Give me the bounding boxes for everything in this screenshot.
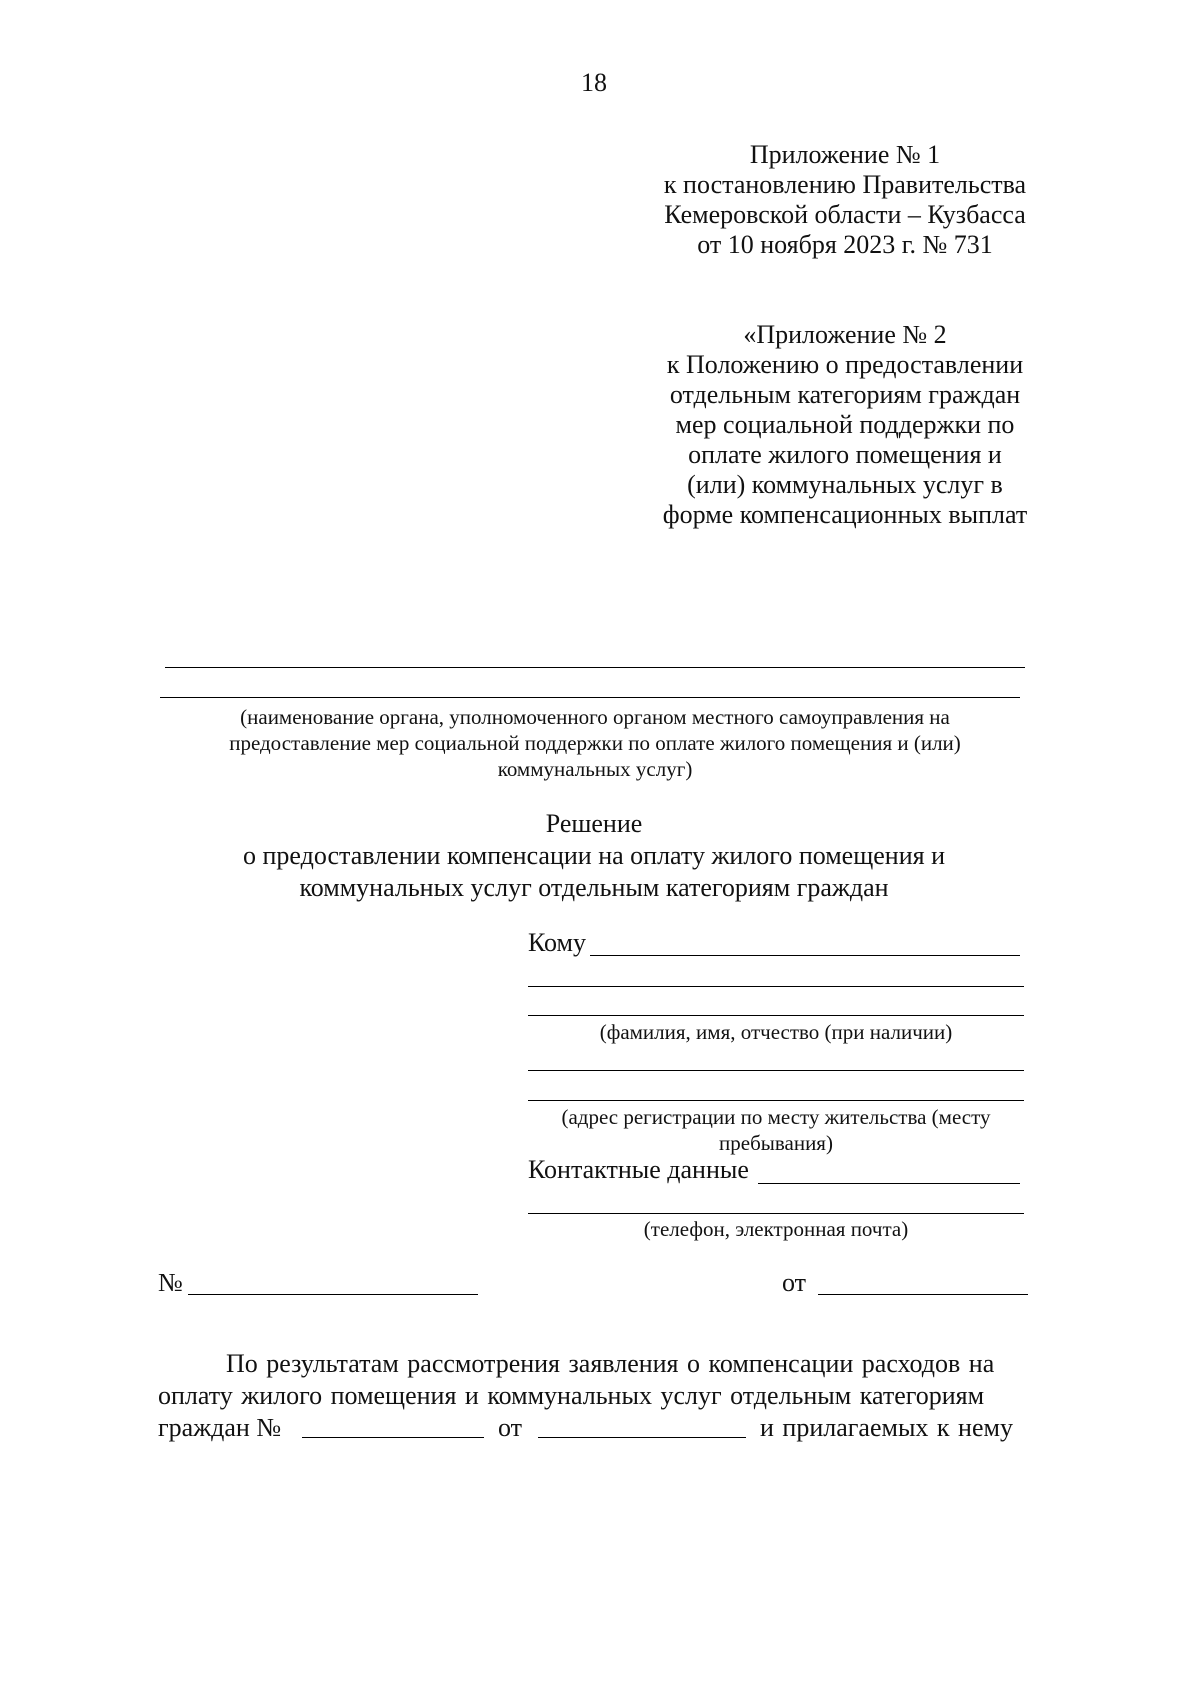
contact-label: Контактные данные <box>528 1155 749 1184</box>
body-line-3-from: от <box>498 1413 523 1442</box>
org-caption-line: коммунальных услуг) <box>497 757 693 781</box>
address-caption-line: пребывания) <box>719 1131 833 1155</box>
appendix-1-line: Кемеровской области – Кузбасса <box>664 200 1026 229</box>
decision-date-field[interactable] <box>818 1294 1028 1295</box>
decision-number-field[interactable] <box>188 1294 478 1295</box>
appendix-2-line: мер социальной поддержки по <box>675 410 1015 439</box>
org-name-fill-line <box>160 697 1020 698</box>
appendix-1-line: Приложение № 1 <box>749 140 941 169</box>
decision-subtitle <box>0 840 1188 904</box>
appendix-2-line: (или) коммунальных услуг в <box>687 470 1003 499</box>
to-label: Кому <box>528 928 587 957</box>
org-caption-line: (наименование органа, уполномоченного органом местного самоуправления на <box>240 705 950 729</box>
recipient-name-field-line[interactable] <box>528 986 1024 987</box>
body-line-3-end: и прилагаемых к нему <box>760 1413 1013 1442</box>
appendix-2-line: оплате жилого помещения и <box>688 440 1002 469</box>
decision-subtitle-line: коммунальных услуг отдельным категориям граждан <box>299 873 889 902</box>
address-field-line[interactable] <box>528 1070 1024 1071</box>
application-date-field[interactable] <box>538 1437 746 1438</box>
appendix-2-line: форме компенсационных выплат <box>662 500 1028 529</box>
appendix-2-line: к Положению о предоставлении <box>666 350 1024 379</box>
address-caption <box>528 1104 1024 1156</box>
body-line-1: По результатам рассмотрения заявления о компенсации расходов на <box>226 1349 995 1378</box>
appendix-2-line: «Приложение № 2 <box>743 320 947 349</box>
number-label: № <box>158 1268 183 1297</box>
org-name-fill-line <box>165 667 1025 668</box>
appendix-2-header <box>650 320 1040 530</box>
appendix-1-line: к постановлению Правительства <box>663 170 1027 199</box>
decision-subtitle-line: о предоставлении компенсации на оплату жилого помещения и <box>243 841 945 870</box>
address-field-line[interactable] <box>528 1100 1024 1101</box>
org-caption-line: предоставление мер социальной поддержки по оплате жилого помещения и (или) <box>229 731 961 755</box>
appendix-1-header <box>650 140 1040 260</box>
body-line-2: оплату жилого помещения и коммунальных услуг отдельным категориям <box>158 1381 985 1410</box>
body-line-3-start: граждан № <box>158 1413 282 1442</box>
appendix-2-line: отдельным категориям граждан <box>669 380 1021 409</box>
application-number-field[interactable] <box>302 1437 484 1438</box>
date-label: от <box>782 1268 807 1297</box>
decision-title: Решение <box>545 809 643 838</box>
name-caption: (фамилия, имя, отчество (при наличии) <box>599 1020 953 1044</box>
contact-field[interactable] <box>758 1183 1020 1184</box>
address-caption-line: (адрес регистрации по месту жительства (месту <box>561 1105 991 1129</box>
recipient-name-field[interactable] <box>590 955 1020 956</box>
page-number: 18 <box>581 68 607 97</box>
appendix-1-line: от 10 ноября 2023 г. № 731 <box>697 230 993 259</box>
org-name-caption <box>150 704 1040 782</box>
recipient-name-field-line[interactable] <box>528 1015 1024 1016</box>
contact-field-line[interactable] <box>528 1213 1024 1214</box>
contact-caption: (телефон, электронная почта) <box>643 1217 909 1241</box>
